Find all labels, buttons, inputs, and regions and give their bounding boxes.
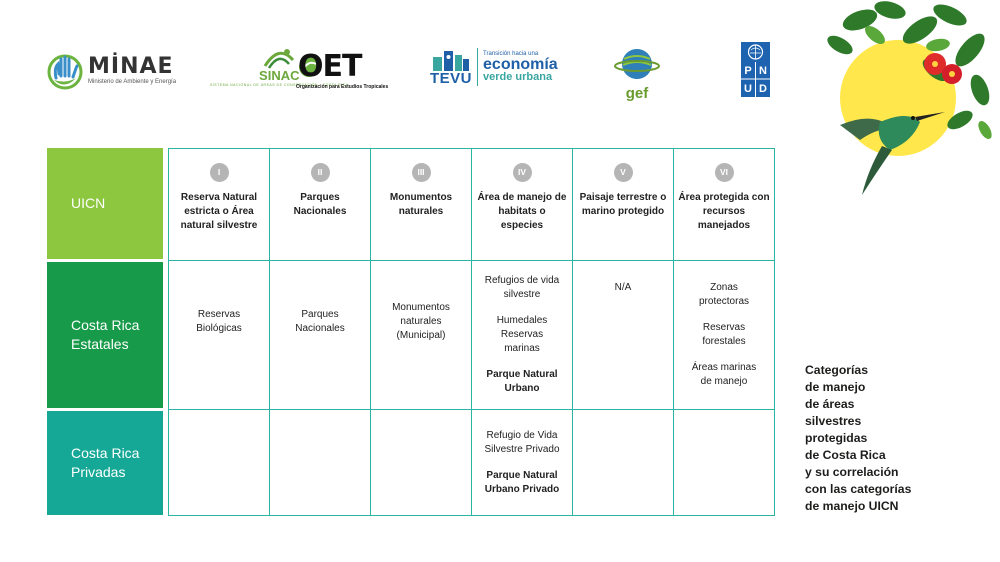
- gef-name: gef: [625, 85, 649, 102]
- category-badge: II: [311, 163, 330, 182]
- category-badge: III: [412, 163, 431, 182]
- privadas-cell-3: [371, 410, 472, 516]
- category-cell-1: [169, 149, 270, 261]
- caption-line: y su correlación: [805, 465, 899, 479]
- cell-text: Refugio de Vida Silvestre Privado: [484, 429, 560, 455]
- tevu-name: TEVU: [430, 69, 473, 87]
- cell-text: Humedales: [496, 315, 548, 326]
- undp-logo: [741, 42, 770, 97]
- correlation-table: [168, 148, 775, 516]
- minae-hand-icon: [46, 50, 84, 90]
- undp-letter-p: P: [744, 65, 752, 77]
- caption-line: de manejo: [805, 380, 866, 394]
- table-row-estatales: [169, 261, 775, 410]
- cell-text: Refugios de vida silvestre: [484, 275, 560, 300]
- table-row-uicn: [169, 149, 775, 261]
- estatales-cell-2: [270, 261, 371, 410]
- tevu-line3: verde urbana: [483, 71, 553, 83]
- oet-name: OET: [298, 49, 362, 84]
- category-title: Monumentos naturales: [389, 192, 453, 217]
- cell-text-bold: Parque Natural Urbano: [486, 369, 558, 394]
- cell-text: Reservas forestales: [702, 322, 746, 347]
- sinac-name: SINAC: [259, 68, 300, 83]
- privadas-cell-5: [573, 410, 674, 516]
- category-badge: V: [614, 163, 633, 182]
- undp-emblem-icon: [741, 42, 770, 97]
- table-row-privadas: [169, 410, 775, 516]
- tevu-buildings-icon: [431, 49, 471, 71]
- tevu-line1: Transición hacia una: [483, 51, 539, 57]
- cell-text: Parques Nacionales: [295, 309, 345, 334]
- oet-subtitle: Organización para Estudios Tropicales: [296, 84, 389, 90]
- caption: [805, 362, 945, 515]
- row-label-privadas: Costa Rica Privadas: [47, 411, 163, 515]
- cell-text: Zonas protectoras: [698, 282, 750, 307]
- category-title: Paisaje terrestre o marino protegido: [579, 192, 667, 217]
- gef-logo: [614, 47, 660, 102]
- category-cell-4: [472, 149, 573, 261]
- cell-text: Áreas marinas de manejo: [691, 362, 757, 387]
- privadas-cell-4: [472, 410, 573, 516]
- undp-letter-u: U: [744, 83, 752, 95]
- estatales-cell-5: [573, 261, 674, 410]
- category-cell-3: [371, 149, 472, 261]
- category-title: Reserva Natural estricta o Área natural silvestre: [180, 192, 258, 231]
- cell-text: Monumentos naturales (Municipal): [392, 302, 450, 341]
- cell-text: N/A: [614, 282, 632, 293]
- category-badge: IV: [513, 163, 532, 182]
- estatales-cell-6: [674, 261, 775, 410]
- estatales-cell-3: [371, 261, 472, 410]
- sinac-mark-icon: [261, 46, 297, 70]
- minae-name: MİNAE: [88, 53, 174, 79]
- caption-line: protegidas: [805, 431, 868, 445]
- minae-subtitle: Ministerio de Ambiente y Energía: [88, 78, 177, 85]
- caption-line: de manejo UICN: [805, 499, 899, 513]
- caption-line: silvestres: [805, 414, 862, 428]
- estatales-cell-1: [169, 261, 270, 410]
- minae-logo: [46, 50, 176, 90]
- cell-text-bold: Parque Natural Urbano Privado: [484, 469, 560, 495]
- privadas-cell-2: [270, 410, 371, 516]
- oet-logo: [296, 49, 389, 90]
- category-cell-5: [573, 149, 674, 261]
- undp-letter-d: D: [759, 83, 767, 95]
- caption-line: de áreas: [805, 397, 855, 411]
- caption-line: Categorías: [805, 363, 868, 377]
- tevu-logo: [430, 48, 558, 86]
- tevu-divider: [477, 48, 478, 86]
- category-title: Área de manejo de habitats o especies: [477, 192, 567, 231]
- undp-letter-n: N: [759, 65, 767, 77]
- category-cell-6: [674, 149, 775, 261]
- row-label-estatales: Costa Rica Estatales: [47, 262, 163, 408]
- estatales-cell-4: [472, 261, 573, 410]
- cell-text: Reservas marinas: [500, 329, 544, 354]
- sinac-subtitle: SISTEMA NACIONAL DE ÁREAS DE CONSERVACIÓN · COSTA RICA: [210, 83, 349, 87]
- row-label-uicn: UICN: [47, 148, 163, 259]
- tevu-line2: economía: [483, 56, 558, 73]
- privadas-cell-1: [169, 410, 270, 516]
- category-title: Parques Nacionales: [293, 192, 347, 217]
- category-badge: I: [210, 163, 229, 182]
- caption-line: de Costa Rica: [805, 448, 886, 462]
- hummingbird-illustration: [820, 0, 1000, 200]
- gef-globe-icon: [614, 47, 660, 81]
- category-cell-2: [270, 149, 371, 261]
- category-badge: VI: [715, 163, 734, 182]
- category-title: Área protegida con recursos manejados: [678, 192, 770, 231]
- caption-line: con las categorías: [805, 482, 912, 496]
- cell-text: Reservas Biológicas: [196, 309, 242, 334]
- privadas-cell-6: [674, 410, 775, 516]
